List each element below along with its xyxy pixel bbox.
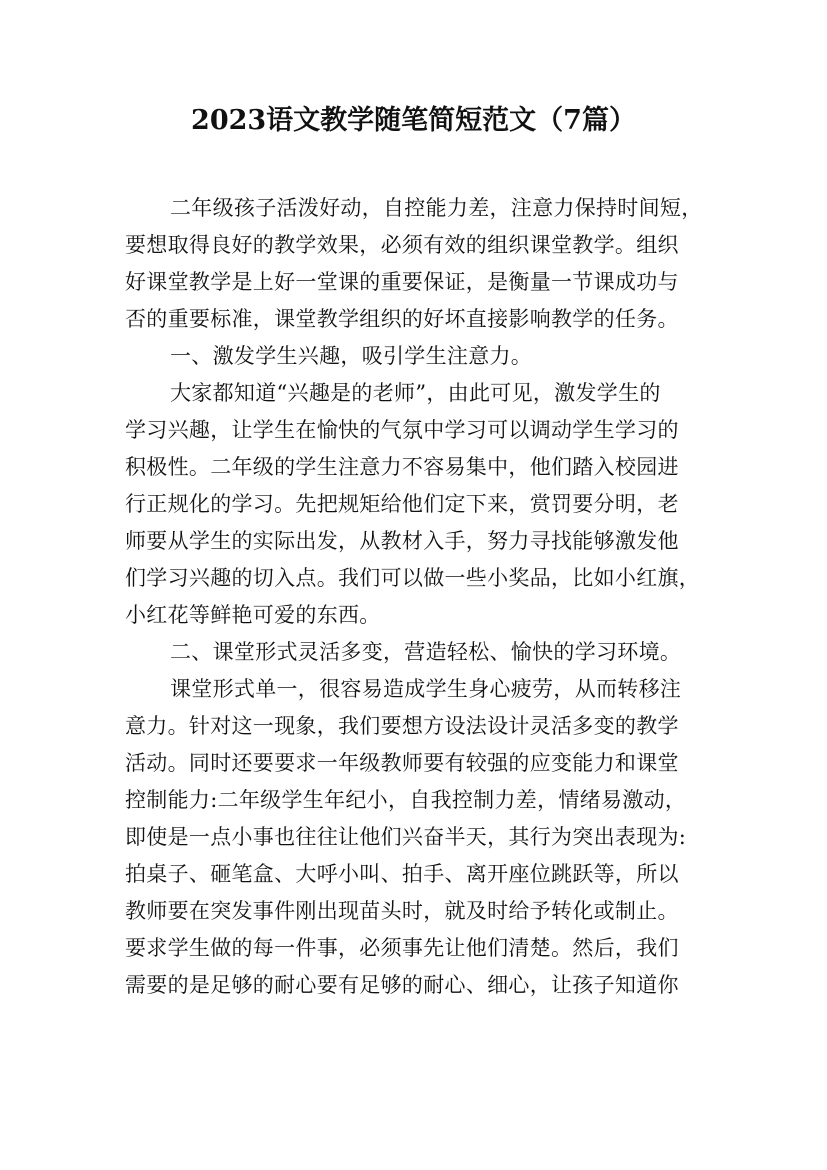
text-line: 好课堂教学是上好一堂课的重要保证，是衡量一节课成功与 [125, 270, 679, 294]
document-body [125, 190, 705, 1004]
text-line: 教师要在突发事件刚出现苗头时，就及时给予转化或制止。 [125, 899, 679, 923]
text-line: 即使是一点小事也往往让他们兴奋半天，其行为突出表现为: [125, 825, 687, 849]
text-line: 活动。同时还要要求一年级教师要有较强的应变能力和课堂 [125, 751, 679, 775]
section-heading: 二、课堂形式灵活多变，营造轻松、愉快的学习环境。 [170, 640, 682, 664]
text-line: 们学习兴趣的切入点。我们可以做一些小奖品，比如小红旗， [125, 566, 701, 590]
text-line: 拍桌子、砸笔盒、大呼小叫、拍手、离开座位跳跃等，所以 [125, 862, 679, 886]
text-line: 二年级孩子活泼好动，自控能力差，注意力保持时间短， [170, 196, 703, 220]
text-line: 大家都知道“兴趣是的老师”，由此可见，激发学生的 [170, 381, 661, 405]
text-line: 需要的是足够的耐心要有足够的耐心、细心，让孩子知道你 [125, 973, 679, 997]
text-line: 学习兴趣，让学生在愉快的气氛中学习可以调动学生学习的 [125, 418, 679, 442]
text-line: 控制能力:二年级学生年纪小，自我控制力差，情绪易激动， [125, 788, 687, 812]
text-line: 积极性。二年级的学生注意力不容易集中，他们踏入校园进 [125, 455, 679, 479]
text-line: 要想取得良好的教学效果，必须有效的组织课堂教学。组织 [125, 233, 679, 257]
text-line: 师要从学生的实际出发，从教材入手，努力寻找能够激发他 [125, 529, 679, 553]
text-line: 否的重要标准，课堂教学组织的好坏直接影响教学的任务。 [125, 307, 679, 331]
text-line: 行正规化的学习。先把规矩给他们定下来，赏罚要分明，老 [125, 492, 679, 516]
text-line: 意力。针对这一现象，我们要想方设法设计灵活多变的教学 [125, 714, 679, 738]
text-line: 课堂形式单一，很容易造成学生身心疲劳，从而转移注 [170, 677, 682, 701]
document-title: 2023语文教学随笔简短范文（7篇） [191, 105, 636, 136]
section-heading: 一、激发学生兴趣，吸引学生注意力。 [170, 344, 533, 368]
text-line: 小红花等鲜艳可爱的东西。 [125, 603, 381, 627]
text-line: 要求学生做的每一件事，必须事先让他们清楚。然后，我们 [125, 936, 679, 960]
